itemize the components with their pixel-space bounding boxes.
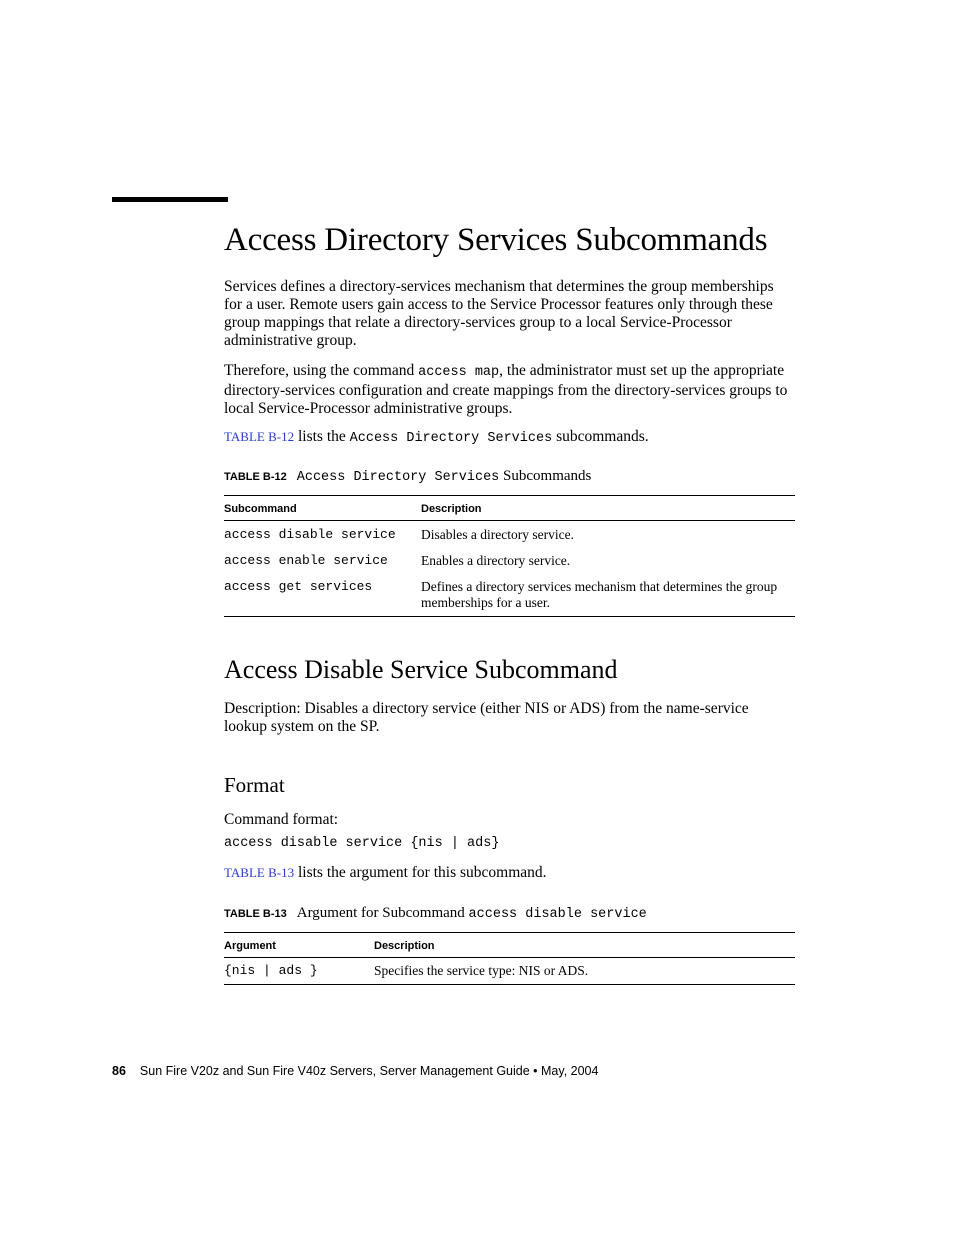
table-b12-caption (224, 467, 795, 487)
column-header-description: Description (421, 496, 795, 521)
table-b13-label: TABLE B-13 (224, 908, 287, 920)
table-row (224, 958, 795, 985)
table-b12-container (224, 495, 795, 617)
intro-section (224, 278, 795, 350)
format-after-link: lists the argument for this subcommand. (294, 864, 547, 881)
table-row (224, 573, 795, 617)
table-row (224, 547, 795, 573)
code-access-map: access map (418, 365, 500, 380)
para2-before: Therefore, using the command (224, 362, 419, 379)
table-b12 (224, 495, 795, 617)
code-access-directory-services: Access Directory Services (349, 431, 553, 446)
command-format-label: Command format: (224, 811, 339, 828)
table-b13-title-code: access disable service (468, 907, 647, 922)
subcommand-cell: access enable service (224, 553, 388, 568)
column-header-subcommand: Subcommand (224, 496, 421, 521)
table-b12-title-text: Subcommands (499, 468, 592, 484)
command-block (224, 835, 795, 853)
description-cell: Specifies the service type: NIS or ADS. (374, 958, 795, 985)
command-example: access disable service {nis | ads} (224, 836, 500, 851)
paragraph-access-map (224, 362, 795, 418)
table-b13-link[interactable]: TABLE B-13 (224, 865, 295, 880)
para3-before: lists the (294, 428, 350, 445)
table-b13 (224, 932, 795, 985)
subcommand-cell: access disable service (224, 527, 396, 542)
section-heading: Access Disable Service Subcommand (224, 655, 618, 684)
argument-cell: {nis | ads } (224, 958, 374, 985)
description-cell: Defines a directory services mechanism that determines the group memberships for a user. (421, 573, 795, 617)
table-header-row (224, 496, 795, 521)
table-b12-link[interactable]: TABLE B-12 (224, 429, 295, 444)
table-b13-caption (224, 904, 795, 924)
column-header-description: Description (374, 933, 795, 958)
page-title: Access Directory Services Subcommands (224, 222, 768, 258)
subcommand-cell: access get services (224, 573, 421, 617)
para2-after: , the administrator must set up the appropriate directory-services configuration and create mappings from the directory-services groups to local Service-Processor administrative groups. (224, 362, 788, 417)
format-section (224, 773, 795, 798)
format-label-block (224, 811, 795, 829)
table-row (224, 521, 795, 548)
table-b13-container (224, 932, 795, 985)
table-b12-label: TABLE B-12 (224, 471, 287, 483)
intro-paragraph: Services defines a directory-services mechanism that determines the group memberships for a user. Remote users gain access to the Service Processor features only through these group mappings that relate a directory-services group to a local Service-Processor administrative group. (224, 278, 774, 349)
table-b13-title-text: Argument for Subcommand (296, 905, 469, 921)
para3-after: subcommands. (552, 428, 649, 445)
page-number: 86 (112, 1064, 126, 1078)
page-footer (112, 1064, 598, 1078)
description-paragraph: Description: Disables a directory service (either NIS or ADS) from the name-service lookup system on the SP. (224, 700, 749, 735)
column-header-argument: Argument (224, 933, 374, 958)
table-header-row (224, 933, 795, 958)
chapter-rule (112, 197, 228, 202)
section-access-disable-service (224, 655, 795, 685)
format-heading: Format (224, 773, 285, 797)
description-cell: Disables a directory service. (421, 527, 574, 542)
footer-text: Sun Fire V20z and Sun Fire V40z Servers, Server Management Guide • May, 2004 (139, 1064, 599, 1078)
section-description (224, 700, 795, 736)
description-cell: Enables a directory service. (421, 553, 571, 568)
paragraph-table-ref (224, 428, 795, 448)
table-b12-title-code: Access Directory Services (296, 470, 500, 485)
paragraph-table-b13-ref (224, 864, 795, 882)
